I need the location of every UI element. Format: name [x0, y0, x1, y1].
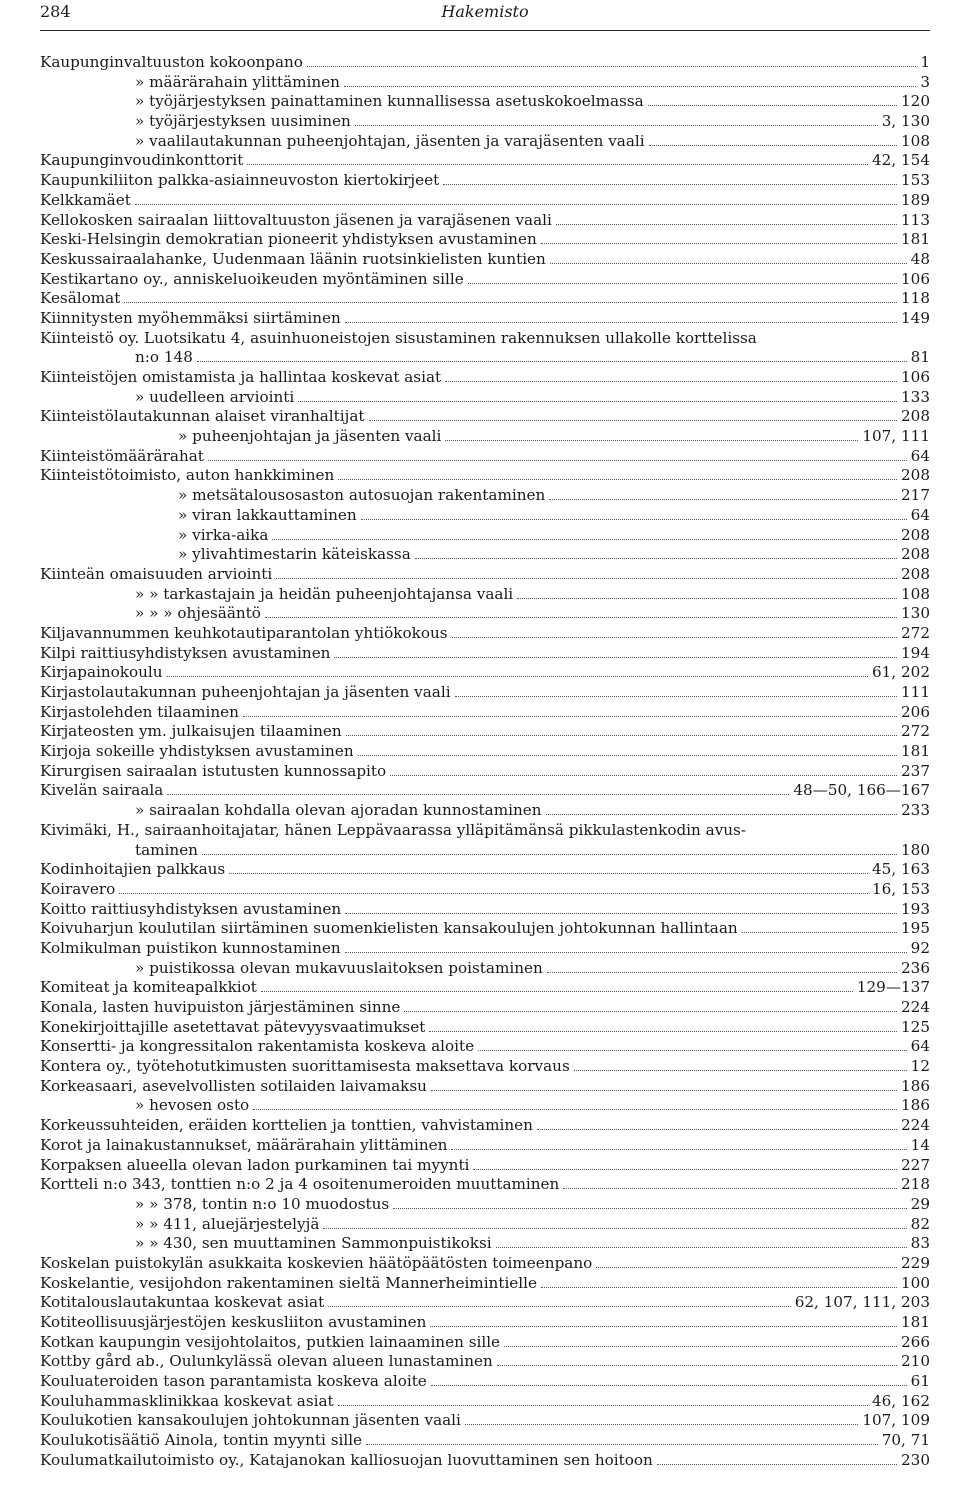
dot-leader	[369, 420, 898, 421]
dot-leader	[124, 302, 897, 303]
entry-pages: 181	[901, 1313, 930, 1331]
index-entry	[40, 1372, 930, 1392]
entry-pages: 83	[910, 1234, 930, 1253]
index-entry	[40, 230, 930, 250]
dot-leader	[358, 755, 897, 756]
entry-pages: 113	[901, 210, 930, 229]
dot-leader	[563, 1188, 897, 1189]
index-entry	[40, 191, 930, 211]
dot-leader	[430, 1326, 897, 1327]
index-entry	[40, 92, 930, 112]
entry-pages: 61, 202	[872, 663, 930, 682]
index-entry	[40, 1057, 930, 1077]
dot-leader	[323, 1228, 906, 1229]
index-entry	[40, 73, 930, 93]
dot-leader	[478, 1050, 907, 1051]
dot-leader	[167, 676, 868, 677]
entry-pages: 272	[901, 623, 930, 642]
entry-pages: 64	[910, 505, 930, 524]
dot-leader	[649, 145, 897, 146]
entry-text: Kiinteän omaisuuden arviointi	[40, 564, 273, 583]
dot-leader	[355, 125, 878, 126]
entry-pages: 125	[901, 1017, 930, 1036]
index-entry	[40, 742, 930, 762]
entry-pages: 107, 109	[862, 1411, 930, 1430]
entry-text: Kirjastolehden tilaaminen	[40, 702, 239, 721]
index-entry	[40, 663, 930, 683]
dot-leader	[243, 716, 897, 717]
index-entry	[40, 644, 930, 664]
entry-text: Kiinteistölautakunnan alaiset viranhaltijat	[40, 407, 365, 426]
entry-pages: 233	[901, 801, 930, 820]
entry-pages: 92	[910, 938, 930, 957]
dot-leader	[393, 1208, 907, 1209]
index-entry	[40, 900, 930, 920]
entry-text: » hevosen osto	[135, 1096, 250, 1115]
dot-leader	[596, 1267, 897, 1268]
entry-text: Kaupunginvoudinkonttorit	[40, 151, 244, 170]
index-entry	[40, 860, 930, 880]
dot-leader	[135, 204, 897, 205]
entry-pages: 48	[910, 249, 930, 268]
entry-pages: 272	[901, 722, 930, 741]
index-entry	[40, 427, 930, 447]
entry-text: Korkeasaari, asevelvollisten sotilaiden laivamaksu	[40, 1076, 427, 1095]
index-entry	[40, 1431, 930, 1451]
entry-text: Konekirjoittajille asetettavat pätevyysvaatimukset	[40, 1017, 426, 1036]
index-entry	[40, 978, 930, 998]
index-entry	[40, 211, 930, 231]
entry-text: Kelkkamäet	[40, 190, 131, 209]
entry-text: Kaupunkiliiton palkka-asiainneuvoston kiertokirjeet	[40, 171, 440, 190]
dot-leader	[345, 322, 897, 323]
entry-pages: 133	[901, 387, 930, 406]
index-entry	[40, 604, 930, 624]
entry-pages: 62, 107, 111, 203	[794, 1293, 930, 1312]
index-entry	[40, 1136, 930, 1156]
entry-pages: 61	[910, 1372, 930, 1391]
entry-text: n:o 148	[135, 348, 193, 367]
entry-text: Korkeussuhteiden, eräiden korttelien ja tonttien, vahvistaminen	[40, 1116, 533, 1135]
dot-leader	[119, 893, 868, 894]
entry-pages: 195	[901, 919, 930, 938]
dot-leader	[445, 440, 858, 441]
entry-text: Kirjapainokoulu	[40, 663, 163, 682]
dot-leader	[550, 263, 907, 264]
index-entry	[40, 624, 930, 644]
entry-text: » uudelleen arviointi	[135, 387, 295, 406]
entry-pages: 210	[901, 1352, 930, 1371]
index-entry	[40, 309, 930, 329]
entry-text: Kouluateroiden tason parantamista koskeva aloite	[40, 1372, 427, 1391]
entry-text: Koulumatkailutoimisto oy., Katajanokan kalliosuojan luovuttaminen sen hoitoon	[40, 1450, 653, 1469]
entry-text: Koulukotisäätiö Ainola, tontin myynti sille	[40, 1431, 363, 1450]
dot-leader	[415, 558, 897, 559]
dot-leader	[574, 1070, 907, 1071]
index-entry	[40, 762, 930, 782]
index-entry	[40, 1293, 930, 1313]
entry-text: Kirjoja sokeille yhdistyksen avustaminen	[40, 742, 354, 761]
index-entry	[40, 998, 930, 1018]
entry-pages: 208	[901, 407, 930, 426]
entry-pages: 70, 71	[881, 1431, 930, 1450]
entry-text: Kolmikulman puistikon kunnostaminen	[40, 938, 341, 957]
index-entry	[40, 939, 930, 959]
index-entry	[40, 959, 930, 979]
page-header	[40, 0, 930, 31]
entry-pages: 106	[901, 368, 930, 386]
entry-pages: 12	[910, 1057, 930, 1076]
entry-pages: 82	[910, 1214, 930, 1233]
index-entry	[40, 1077, 930, 1097]
entry-pages: 14	[910, 1135, 930, 1154]
dot-leader	[346, 735, 897, 736]
entry-pages: 3	[920, 72, 930, 91]
entry-text: Kellokosken sairaalan liittovaltuuston jäsenen ja varajäsenen vaali	[40, 210, 552, 229]
entry-text: Kaupunginvaltuuston kokoonpano	[40, 53, 303, 71]
entry-pages: 107, 111	[862, 427, 930, 446]
dot-leader	[404, 1011, 897, 1012]
entry-pages: 236	[901, 958, 930, 977]
dot-leader	[537, 1129, 897, 1130]
index-entry	[40, 1018, 930, 1038]
index-entry	[40, 821, 930, 841]
entry-text: taminen	[135, 840, 198, 859]
entry-pages: 120	[901, 92, 930, 111]
entry-text: Kiinteistötoimisto, auton hankkiminen	[40, 466, 335, 485]
entry-text: » » 411, aluejärjestelyjä	[135, 1214, 320, 1233]
index-entry	[40, 781, 930, 801]
entry-pages: 118	[901, 289, 930, 308]
index-entry	[40, 447, 930, 467]
index-entry	[40, 53, 930, 73]
index-entry	[40, 1175, 930, 1195]
entry-pages: 208	[901, 525, 930, 544]
entry-text: Kiinteistömäärärahat	[40, 446, 204, 465]
dot-leader	[465, 1424, 858, 1425]
entry-text: Kotiteollisuusjärjestöjen keskusliiton avustaminen	[40, 1313, 427, 1331]
entry-pages: 218	[901, 1175, 930, 1194]
dot-leader	[452, 637, 897, 638]
entry-text: Kesälomat	[40, 289, 121, 308]
dot-leader	[202, 854, 897, 855]
dot-leader	[265, 617, 897, 618]
entry-text: Keskussairaalahanke, Uudenmaan läänin ruotsinkielisten kuntien	[40, 249, 546, 268]
page-number: 284	[40, 2, 71, 21]
dot-leader	[541, 1287, 897, 1288]
entry-pages: 227	[901, 1155, 930, 1174]
index-entry	[40, 1352, 930, 1372]
dot-leader	[247, 164, 868, 165]
dot-leader	[549, 499, 897, 500]
dot-leader	[276, 578, 897, 579]
entry-text: Komiteat ja komiteapalkkiot	[40, 978, 257, 997]
index-entry	[40, 270, 930, 290]
dot-leader	[338, 1405, 868, 1406]
entry-text: » virka-aika	[178, 525, 269, 544]
index-entry	[40, 368, 930, 388]
entry-text: » työjärjestyksen uusiminen	[135, 112, 351, 131]
entry-pages: 42, 154	[872, 151, 930, 170]
entry-text: » » 378, tontin n:o 10 muodostus	[135, 1194, 390, 1213]
index-entry	[40, 1451, 930, 1471]
entry-text: Koulukotien kansakoulujen johtokunnan jäsenten vaali	[40, 1411, 461, 1430]
entry-pages: 208	[901, 466, 930, 485]
entry-text: Koitto raittiusyhdistyksen avustaminen	[40, 899, 342, 918]
index-entry	[40, 250, 930, 270]
entry-pages: 108	[901, 131, 930, 150]
index-entry	[40, 703, 930, 723]
index-entry	[40, 1096, 930, 1116]
entry-pages: 224	[901, 998, 930, 1016]
entry-pages: 1	[920, 53, 930, 71]
index-entry	[40, 1156, 930, 1176]
entry-text: Korpaksen alueella olevan ladon purkaminen tai myynti	[40, 1155, 470, 1174]
entry-text: Konsertti- ja kongressitalon rakentamista koskeva aloite	[40, 1037, 475, 1056]
dot-leader	[445, 381, 897, 382]
entry-text: Koskelantie, vesijohdon rakentaminen sieltä Mannerheimintielle	[40, 1273, 537, 1292]
entry-text: » viran lakkauttaminen	[178, 505, 357, 524]
index-entry	[40, 348, 930, 368]
index-entry	[40, 683, 930, 703]
entry-pages: 46, 162	[872, 1391, 930, 1410]
index-entry	[40, 1313, 930, 1333]
index-entry	[40, 1274, 930, 1294]
entry-text: Kirjastolautakunnan puheenjohtajan ja jäsenten vaali	[40, 683, 451, 701]
dot-leader	[334, 657, 897, 658]
dot-leader	[307, 66, 916, 67]
entry-text: Kottby gård ab., Oulunkylässä olevan alueen lunastaminen	[40, 1352, 493, 1371]
entry-text: » » 430, sen muuttaminen Sammonpuistikoksi	[135, 1234, 492, 1253]
index-entry	[40, 171, 930, 191]
entry-text: » » » ohjesääntö	[135, 604, 261, 623]
dot-leader	[366, 1444, 878, 1445]
entry-pages: 194	[901, 643, 930, 662]
entry-pages: 206	[901, 702, 930, 721]
entry-pages: 217	[901, 486, 930, 505]
dot-leader	[547, 972, 897, 973]
entry-pages: 181	[901, 230, 930, 249]
dot-leader	[541, 243, 897, 244]
index-entry	[40, 585, 930, 605]
index-entry	[40, 526, 930, 546]
entry-pages: 186	[901, 1096, 930, 1115]
entry-pages: 186	[901, 1076, 930, 1095]
entry-text: Kestikartano oy., anniskeluoikeuden myöntäminen sille	[40, 269, 464, 288]
entry-pages: 129—137	[856, 978, 930, 997]
entry-pages: 130	[901, 604, 930, 623]
entry-pages: 64	[910, 446, 930, 465]
dot-leader	[272, 539, 897, 540]
entry-text: Kirurgisen sairaalan istutusten kunnossapito	[40, 761, 387, 780]
entry-text: » määrärahain ylittäminen	[135, 72, 340, 91]
entry-pages: 153	[901, 171, 930, 190]
entry-text: Kotkan kaupungin vesijohtolaitos, putkien lainaaminen sille	[40, 1332, 501, 1351]
entry-pages: 81	[910, 348, 930, 367]
dot-leader	[345, 913, 897, 914]
entry-text: Kortteli n:o 343, tonttien n:o 2 ja 4 osoitenumeroiden muuttaminen	[40, 1175, 560, 1194]
index-entry	[40, 1411, 930, 1431]
dot-leader	[451, 1149, 906, 1150]
entry-text: Kotitalouslautakuntaa koskevat asiat	[40, 1293, 325, 1312]
dot-leader	[742, 932, 897, 933]
dot-leader	[556, 224, 897, 225]
entry-pages: 230	[901, 1450, 930, 1469]
entry-text: Kiljavannummen keuhkotautiparantolan yhtiökokous	[40, 623, 448, 642]
entry-text: Kodinhoitajien palkkaus	[40, 860, 226, 879]
entry-text: Kilpi raittiusyhdistyksen avustaminen	[40, 643, 331, 662]
index-entry	[40, 466, 930, 486]
dot-leader	[497, 1365, 897, 1366]
dot-leader	[657, 1464, 897, 1465]
index-entry	[40, 388, 930, 408]
index-entry	[40, 1116, 930, 1136]
index-entry	[40, 112, 930, 132]
index-entry	[40, 545, 930, 565]
index-entry	[40, 1234, 930, 1254]
entry-text: » työjärjestyksen painattaminen kunnallisessa asetuskokoelmassa	[135, 92, 644, 111]
dot-leader	[443, 184, 897, 185]
dot-leader	[648, 105, 897, 106]
entry-text: Kivimäki, H., sairaanhoitajatar, hänen Leppävaarassa ylläpitämänsä pikkulastenkodin avus-	[40, 820, 746, 839]
dot-leader	[431, 1385, 907, 1386]
entry-pages: 45, 163	[872, 860, 930, 879]
index-entry	[40, 1333, 930, 1353]
entry-pages: 149	[901, 308, 930, 327]
entry-text: Kiinnitysten myöhemmäksi siirtäminen	[40, 308, 341, 327]
dot-leader	[208, 460, 907, 461]
entry-pages: 224	[901, 1116, 930, 1135]
dot-leader	[253, 1109, 897, 1110]
entry-text: Keski-Helsingin demokratian pioneerit yhdistyksen avustaminen	[40, 230, 537, 249]
entry-text: Kivelän sairaala	[40, 781, 164, 800]
dot-leader	[468, 283, 897, 284]
index-entry	[40, 880, 930, 900]
entry-pages: 193	[901, 899, 930, 918]
entry-text: » ylivahtimestarin käteiskassa	[178, 545, 411, 564]
index-entry	[40, 329, 930, 349]
entry-text: Kirjateosten ym. julkaisujen tilaaminen	[40, 722, 342, 741]
entry-text: Kontera oy., työtehotutkimusten suorittamisesta maksettava korvaus	[40, 1057, 570, 1076]
entry-text: » vaalilautakunnan puheenjohtajan, jäsenten ja varajäsenten vaali	[135, 131, 645, 150]
dot-leader	[361, 519, 907, 520]
dot-leader	[496, 1247, 907, 1248]
entry-pages: 64	[910, 1037, 930, 1056]
dot-leader	[546, 814, 897, 815]
dot-leader	[261, 991, 853, 992]
dot-leader	[167, 794, 789, 795]
entry-text: Kiinteistö oy. Luotsikatu 4, asuinhuoneistojen sisustaminen rakennuksen ullakolle korttelissa	[40, 328, 757, 347]
index-entry	[40, 289, 930, 309]
entry-text: » puistikossa olevan mukavuuslaitoksen poistaminen	[135, 958, 543, 977]
entry-text: » metsätalousosaston autosuojan rakentaminen	[178, 486, 546, 505]
entry-pages: 3, 130	[881, 112, 930, 131]
entry-text: » » tarkastajain ja heidän puheenjohtajansa vaali	[135, 584, 514, 603]
entry-pages: 208	[901, 545, 930, 564]
dot-leader	[338, 479, 897, 480]
entry-text: Kiinteistöjen omistamista ja hallintaa koskevat asiat	[40, 368, 442, 386]
entry-pages: 16, 153	[872, 879, 930, 898]
entry-pages: 237	[901, 761, 930, 780]
index-entry	[40, 1392, 930, 1412]
entry-pages: 180	[901, 840, 930, 859]
entry-text: Koskelan puistokylän asukkaita koskevien häätöpäätösten toimeenpano	[40, 1253, 593, 1272]
index-entry	[40, 841, 930, 861]
dot-leader	[345, 952, 907, 953]
dot-leader	[197, 361, 907, 362]
entry-pages: 106	[901, 269, 930, 288]
dot-leader	[504, 1346, 897, 1347]
index-entry	[40, 722, 930, 742]
entry-pages: 189	[901, 190, 930, 209]
index-entry	[40, 1254, 930, 1274]
entry-pages: 208	[901, 564, 930, 583]
dot-leader	[229, 873, 868, 874]
index-entry	[40, 919, 930, 939]
dot-leader	[328, 1306, 791, 1307]
entry-pages: 100	[901, 1273, 930, 1292]
dot-leader	[431, 1090, 897, 1091]
index-entry	[40, 1195, 930, 1215]
entry-pages: 266	[901, 1332, 930, 1351]
index-entries	[40, 53, 930, 1471]
entry-text: Koiravero	[40, 879, 116, 898]
entry-pages: 111	[901, 683, 930, 701]
index-entry	[40, 565, 930, 585]
index-entry	[40, 1215, 930, 1235]
dot-leader	[344, 86, 916, 87]
entry-text: » sairaalan kohdalla olevan ajoradan kunnostaminen	[135, 801, 542, 820]
dot-leader	[517, 598, 897, 599]
dot-leader	[298, 401, 897, 402]
index-entry	[40, 486, 930, 506]
index-entry	[40, 1037, 930, 1057]
dot-leader	[390, 775, 897, 776]
entry-pages: 108	[901, 584, 930, 603]
index-entry	[40, 407, 930, 427]
entry-text: Konala, lasten huvipuiston järjestäminen sinne	[40, 998, 401, 1016]
index-entry	[40, 132, 930, 152]
dot-leader	[455, 696, 897, 697]
entry-pages: 29	[910, 1194, 930, 1213]
dot-leader	[429, 1031, 897, 1032]
index-entry	[40, 506, 930, 526]
entry-text: Koivuharjun koulutilan siirtäminen suomenkielisten kansakoulujen johtokunnan hallintaan	[40, 919, 738, 938]
entry-pages: 181	[901, 742, 930, 761]
running-head: Hakemisto	[441, 2, 529, 21]
index-entry	[40, 801, 930, 821]
entry-pages: 229	[901, 1253, 930, 1272]
entry-text: » puheenjohtajan ja jäsenten vaali	[178, 427, 442, 446]
entry-text: Kouluhammasklinikkaa koskevat asiat	[40, 1391, 334, 1410]
entry-text: Korot ja lainakustannukset, määrärahain ylittäminen	[40, 1135, 448, 1154]
entry-pages: 48—50, 166—167	[793, 781, 930, 800]
index-entry	[40, 151, 930, 171]
dot-leader	[473, 1169, 897, 1170]
